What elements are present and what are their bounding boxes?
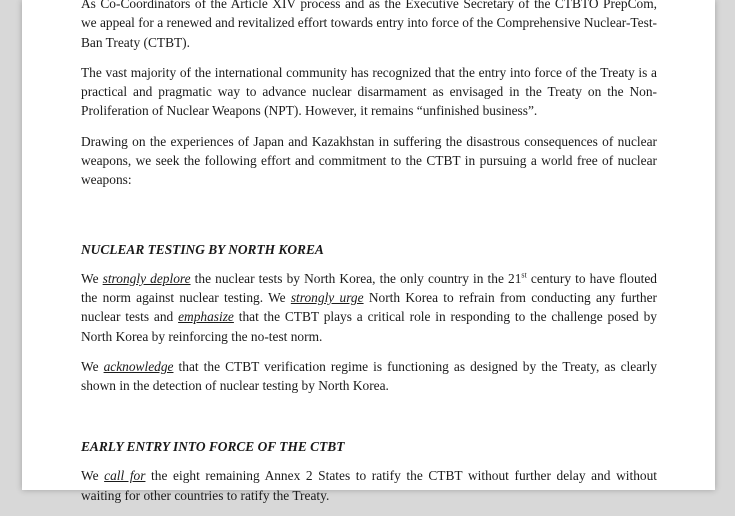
emphasis-strongly-deplore: strongly deplore [102, 270, 191, 286]
text-run: that the CTBT verification regime is functioning as designed by the Treaty, as clearly shown in the detection of nuclear testing by North Korea. [81, 358, 658, 394]
text-run: the nuclear tests by North Korea, the only country in the 21 [190, 270, 522, 286]
text-run: We [81, 468, 105, 484]
emphasis-strongly-urge: strongly urge [290, 289, 364, 305]
text-run: North Korea to refrain from conducting any further nuclear tests and [81, 289, 657, 325]
nuclear-testing-paragraph-1 [81, 269, 657, 346]
emphasis-acknowledge: acknowledge [103, 358, 174, 374]
ordinal-superscript: st [521, 270, 527, 280]
document-body [81, 0, 657, 516]
text-run: that the CTBT plays a critical role in responding to the challenge posed by North Korea by reinforcing the no-test norm. [81, 309, 657, 344]
emphasis-emphasize: emphasize [178, 309, 234, 325]
spacer [81, 201, 657, 240]
emphasis-call-for: call for [104, 468, 146, 484]
early-entry-paragraph-1 [81, 466, 657, 505]
text-run: We [81, 358, 104, 374]
text-run: the eight remaining Annex 2 States to ratify the CTBT without further delay and without waiting for other countries to ratify the Treaty. [81, 468, 657, 503]
text-run: We [81, 270, 103, 286]
text-run: century to have flouted the norm against nuclear testing. We [81, 270, 657, 305]
intro-paragraph-2: The vast majority of the international community has recognized that the entry into force of the Treaty is a practical and pragmatic way to advance nuclear disarmament as envisaged in the Treaty on the Non-Proliferation of Nuclear Weapons (NPT). However, it remains “unfinished business”. [81, 64, 657, 119]
spacer [81, 406, 657, 437]
intro-paragraph-3: Drawing on the experiences of Japan and Kazakhstan in suffering the disastrous consequences of nuclear weapons, we seek the following effort and commitment to the CTBT in pursuing a world free of nuclear weapons: [81, 133, 657, 188]
intro-paragraph-1: As Co-Coordinators of the Article XIV process and as the Executive Secretary of the CTBTO PrepCom, we appeal for a renewed and revitalized effort towards entry into force of the Comprehensive Nuclear-Test-Ban Treaty (CTBT). [81, 0, 657, 50]
document-page [22, 0, 715, 503]
section-heading-nuclear-testing: NUCLEAR TESTING BY NORTH KOREA [81, 241, 324, 257]
nuclear-testing-paragraph-2 [81, 357, 657, 396]
section-heading-early-entry: EARLY ENTRY INTO FORCE OF THE CTBT [81, 439, 345, 455]
